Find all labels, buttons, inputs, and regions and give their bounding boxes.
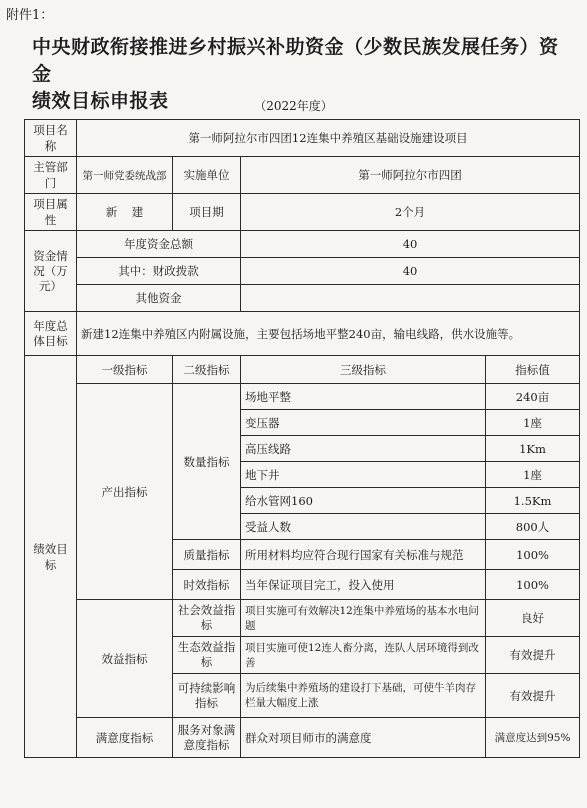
funds-other-label: 其他资金 bbox=[77, 285, 241, 312]
funds-label: 资金情况（万元） bbox=[25, 231, 77, 312]
quantity-label: 数量指标 bbox=[173, 384, 241, 540]
satis-text: 群众对项目师市的满意度 bbox=[241, 718, 486, 758]
satis-value: 满意度达到95% bbox=[486, 718, 580, 758]
row-department bbox=[25, 157, 580, 194]
performance-table bbox=[24, 119, 580, 758]
eco-value: 有效提升 bbox=[486, 637, 580, 674]
funds-fiscal-label: 其中：财政拨款 bbox=[77, 258, 241, 285]
quantity-value: 800人 bbox=[486, 514, 580, 540]
table-row bbox=[25, 384, 580, 410]
time-value: 100% bbox=[486, 570, 580, 600]
funds-total-value: 40 bbox=[241, 231, 580, 258]
attr-label: 项目属性 bbox=[25, 194, 77, 231]
project-name-label: 项目名称 bbox=[25, 120, 77, 157]
eco-text: 项目实施可使12连人畜分离，连队人居环境得到改善 bbox=[241, 637, 486, 674]
quantity-value: 1Km bbox=[486, 436, 580, 462]
project-name-value: 第一师阿拉尔市四团12连集中养殖区基础设施建设项目 bbox=[77, 120, 580, 157]
row-funds-total bbox=[25, 231, 580, 258]
unit-label: 实施单位 bbox=[173, 157, 241, 194]
quality-label: 质量指标 bbox=[173, 540, 241, 570]
perf-h3: 三级指标 bbox=[241, 356, 486, 384]
title-line-2: 绩效目标申报表 bbox=[32, 90, 169, 112]
title-line-1: 中央财政衔接推进乡村振兴补助资金（少数民族发展任务）资金 bbox=[32, 36, 559, 85]
perf-label: 绩效目标 bbox=[25, 356, 77, 758]
quantity-value: 1座 bbox=[486, 462, 580, 488]
goal-text: 新建12连集中养殖区内附属设施，主要包括场地平整240亩，输电线路，供水设施等。 bbox=[77, 312, 580, 356]
quantity-name: 变压器 bbox=[241, 410, 486, 436]
funds-total-label: 年度资金总额 bbox=[77, 231, 241, 258]
quantity-value: 1座 bbox=[486, 410, 580, 436]
table-row bbox=[25, 600, 580, 637]
sustain-value: 有效提升 bbox=[486, 674, 580, 718]
goal-label: 年度总体目标 bbox=[25, 312, 77, 356]
row-perf-header bbox=[25, 356, 580, 384]
quantity-name: 受益人数 bbox=[241, 514, 486, 540]
row-funds-other bbox=[25, 285, 580, 312]
perf-h1: 一级指标 bbox=[77, 356, 173, 384]
row-goal bbox=[25, 312, 580, 356]
time-label: 时效指标 bbox=[173, 570, 241, 600]
quality-text: 所用材料均应符合现行国家有关标准与规范 bbox=[241, 540, 486, 570]
attr-value: 新 建 bbox=[77, 194, 173, 231]
quantity-name: 给水管网160 bbox=[241, 488, 486, 514]
dept-label: 主管部门 bbox=[25, 157, 77, 194]
benefit-label: 效益指标 bbox=[77, 600, 173, 718]
period-value: 2个月 bbox=[241, 194, 580, 231]
row-project-name bbox=[25, 120, 580, 157]
quantity-value: 1.5Km bbox=[486, 488, 580, 514]
quantity-name: 地下井 bbox=[241, 462, 486, 488]
row-attribute bbox=[25, 194, 580, 231]
row-funds-fiscal bbox=[25, 258, 580, 285]
social-text: 项目实施可有效解决12连集中养殖场的基本水电问题 bbox=[241, 600, 486, 637]
sustain-text: 为后续集中养殖场的建设打下基础，可使牛羊肉存栏量大幅度上涨 bbox=[241, 674, 486, 718]
quantity-value: 240亩 bbox=[486, 384, 580, 410]
perf-h2: 二级指标 bbox=[173, 356, 241, 384]
quantity-name: 高压线路 bbox=[241, 436, 486, 462]
period-label: 项目期 bbox=[173, 194, 241, 231]
table-row bbox=[25, 718, 580, 758]
attachment-label: 附件1： bbox=[6, 8, 54, 23]
quality-value: 100% bbox=[486, 540, 580, 570]
unit-value: 第一师阿拉尔市四团 bbox=[241, 157, 580, 194]
satis-sub: 服务对象满意度指标 bbox=[173, 718, 241, 758]
social-label: 社会效益指标 bbox=[173, 600, 241, 637]
funds-other-value bbox=[241, 285, 580, 312]
dept-value: 第一师党委统战部 bbox=[77, 157, 173, 194]
eco-label: 生态效益指标 bbox=[173, 637, 241, 674]
quantity-name: 场地平整 bbox=[241, 384, 486, 410]
time-text: 当年保证项目完工，投入使用 bbox=[241, 570, 486, 600]
funds-fiscal-value: 40 bbox=[241, 258, 580, 285]
sustain-label: 可持续影响指标 bbox=[173, 674, 241, 718]
satis-label: 满意度指标 bbox=[77, 718, 173, 758]
perf-h4: 指标值 bbox=[486, 356, 580, 384]
social-value: 良好 bbox=[486, 600, 580, 637]
year-label: （2022年度） bbox=[254, 99, 333, 113]
output-label: 产出指标 bbox=[77, 384, 173, 600]
